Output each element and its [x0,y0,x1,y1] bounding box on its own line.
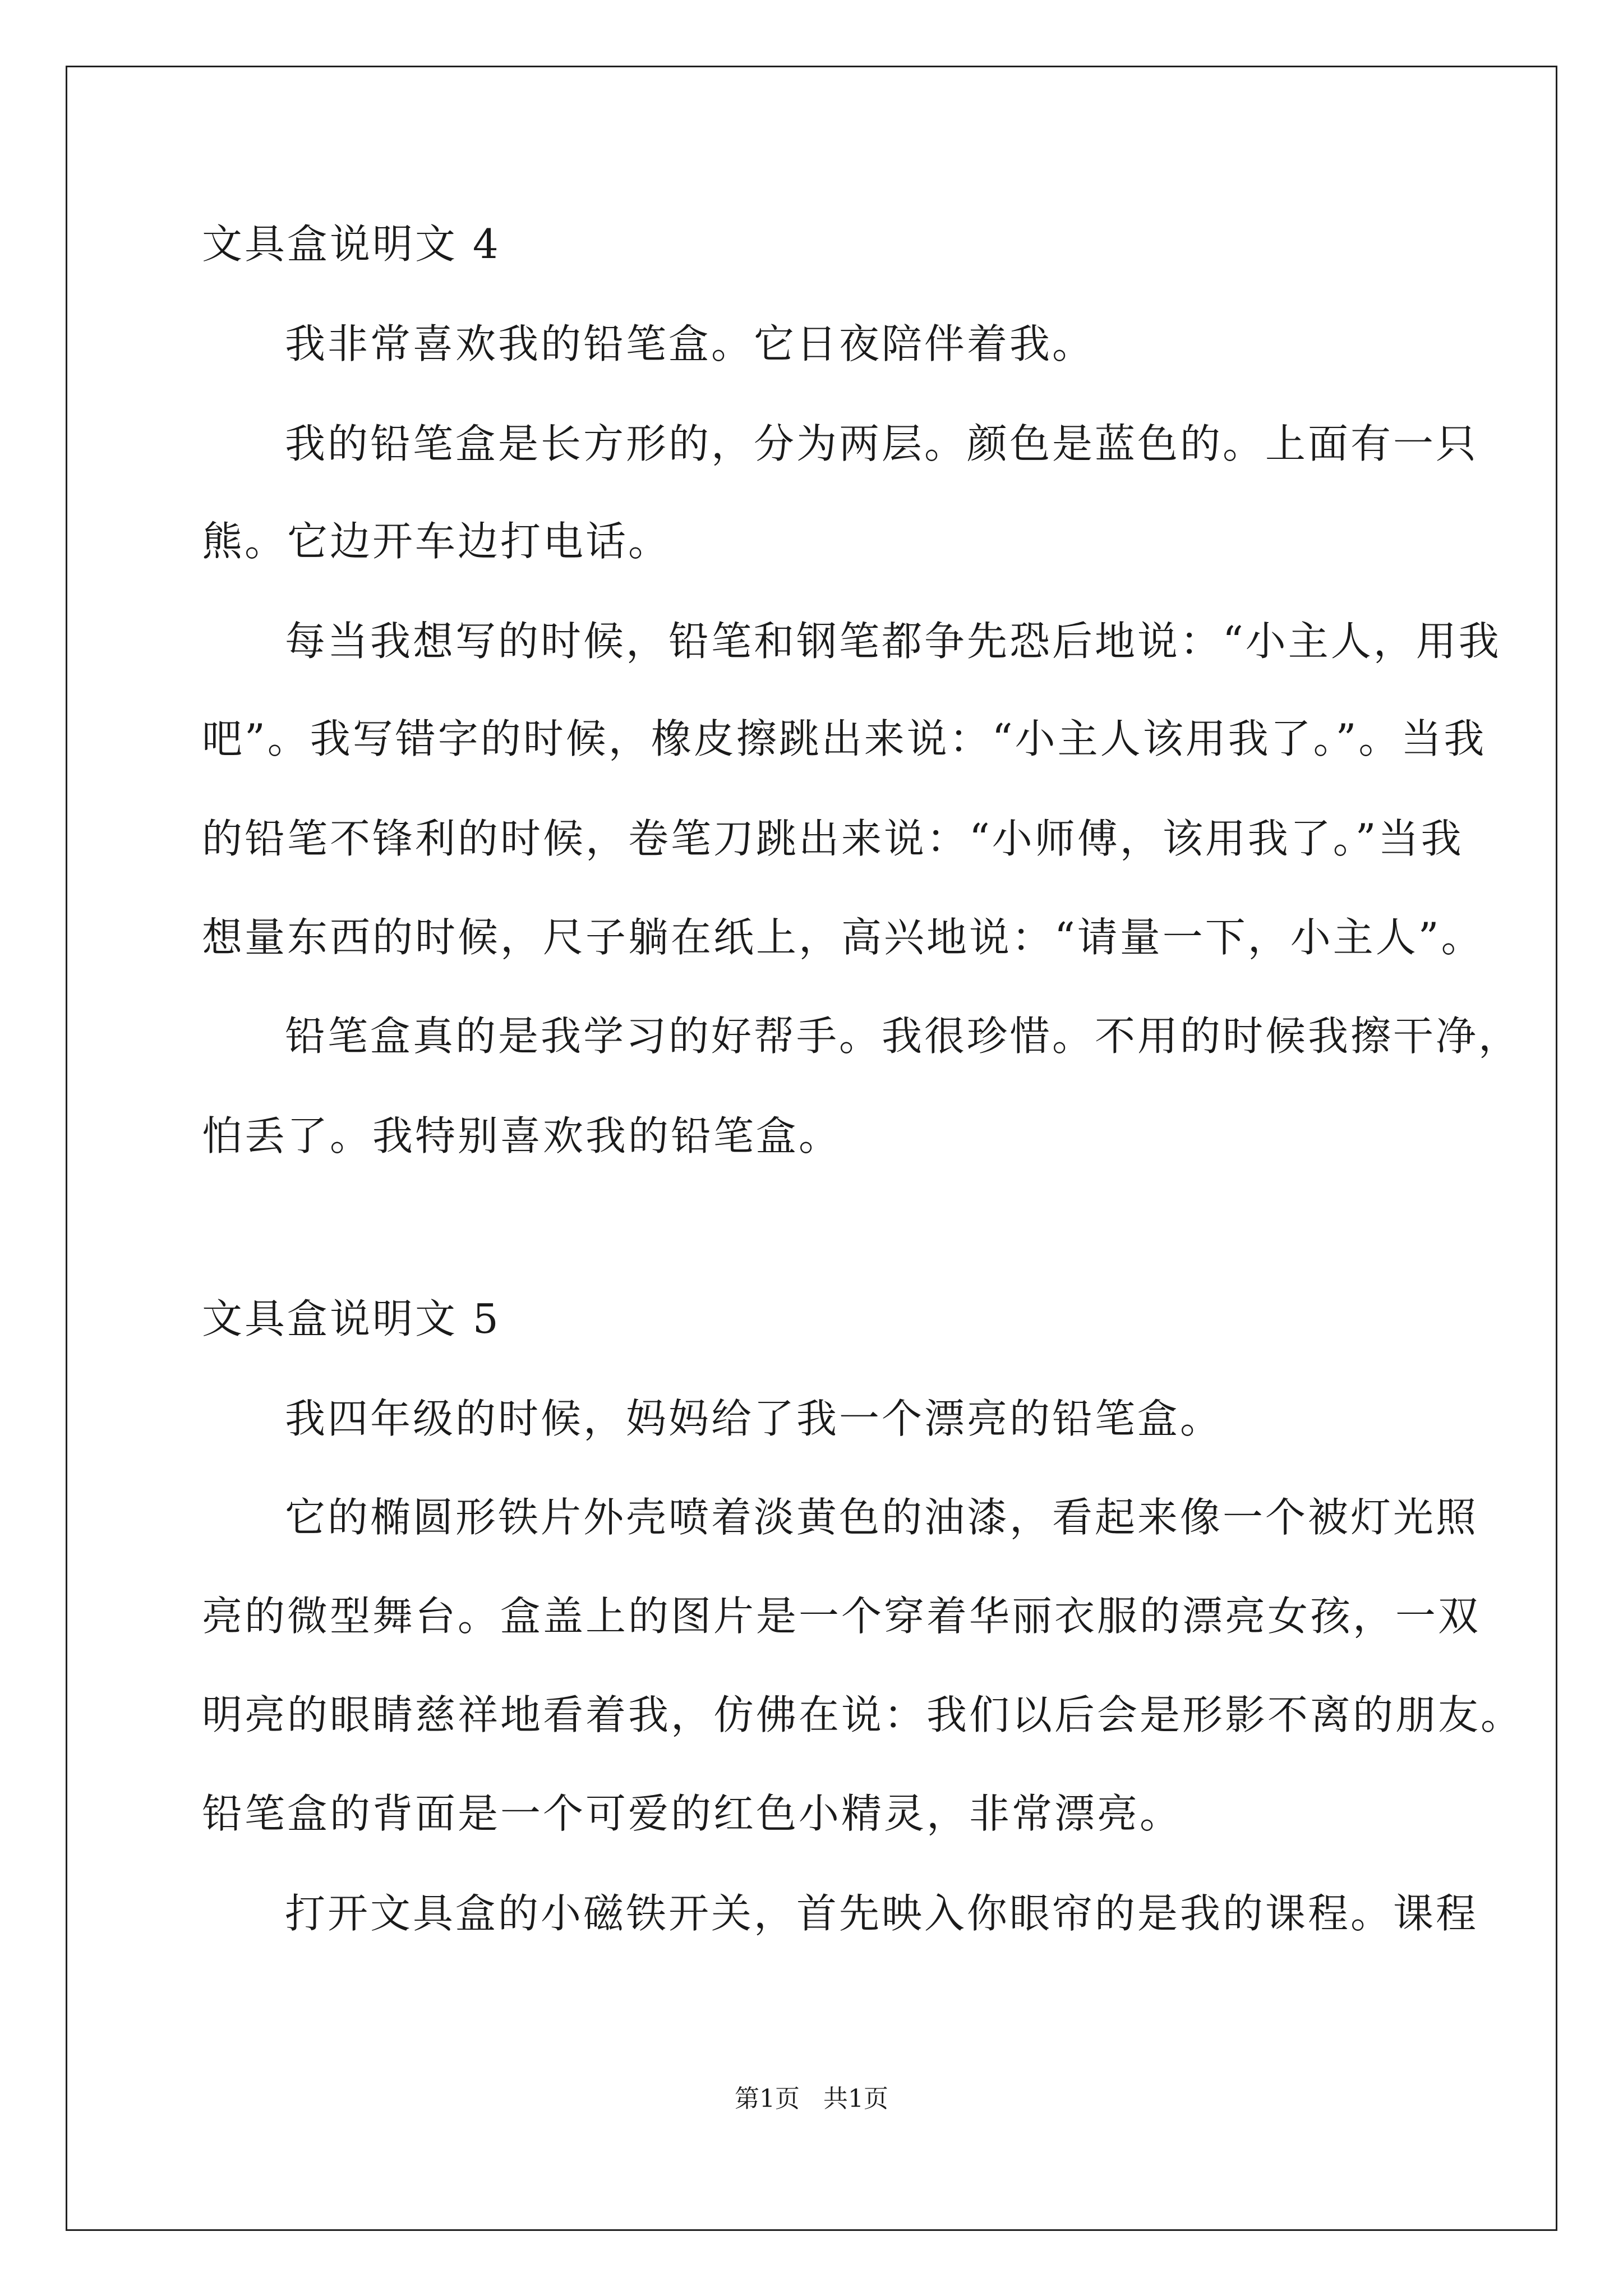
paragraph-line: 我的铅笔盒是长方形的，分为两层。颜色是蓝色的。上面有一只 [285,420,1479,467]
section-heading: 文具盒说明文 4 [202,220,501,268]
paragraph-line: 吧”。我写错字的时候，橡皮擦跳出来说：“小主人该用我了。”。当我 [202,715,1487,762]
paragraph-line: 我四年级的时候，妈妈给了我一个漂亮的铅笔盒。 [285,1395,1223,1442]
paragraph-line: 想量东西的时候，尺子躺在纸上，高兴地说：“请量一下，小主人”。 [202,914,1484,961]
paragraph-line: 铅笔盒的背面是一个可爱的红色小精灵，非常漂亮。 [202,1790,1183,1837]
paragraph-line: 怕丢了。我特别喜欢我的铅笔盒。 [202,1112,842,1159]
paragraph-line: 铅笔盒真的是我学习的好帮手。我很珍惜。不用的时候我擦干净， [285,1013,1521,1060]
paragraph-line: 明亮的眼睛慈祥地看着我，仿佛在说：我们以后会是形影不离的朋友。 [202,1691,1524,1738]
page-total: 共1页 [823,2085,888,2113]
section-heading: 文具盒说明文 5 [202,1295,501,1342]
paragraph-line: 熊。它边开车边打电话。 [202,518,671,565]
paragraph-line: 打开文具盒的小磁铁开关，首先映入你眼帘的是我的课程。课程 [285,1890,1479,1937]
page-number: 第1页 [735,2085,800,2113]
page-footer [0,2082,1623,2116]
paragraph-line: 的铅笔不锋利的时候，卷笔刀跳出来说：“小师傅，该用我了。”当我 [202,815,1464,862]
paragraph-line: 亮的微型舞台。盒盖上的图片是一个穿着华丽衣服的漂亮女孩，一双 [202,1593,1481,1640]
paragraph-line: 每当我想写的时候，铅笔和钢笔都争先恐后地说：“小主人，用我 [285,618,1501,665]
paragraph-line: 它的椭圆形铁片外壳喷着淡黄色的油漆，看起来像一个被灯光照 [285,1494,1479,1541]
paragraph-line: 我非常喜欢我的铅笔盒。它日夜陪伴着我。 [285,320,1095,367]
